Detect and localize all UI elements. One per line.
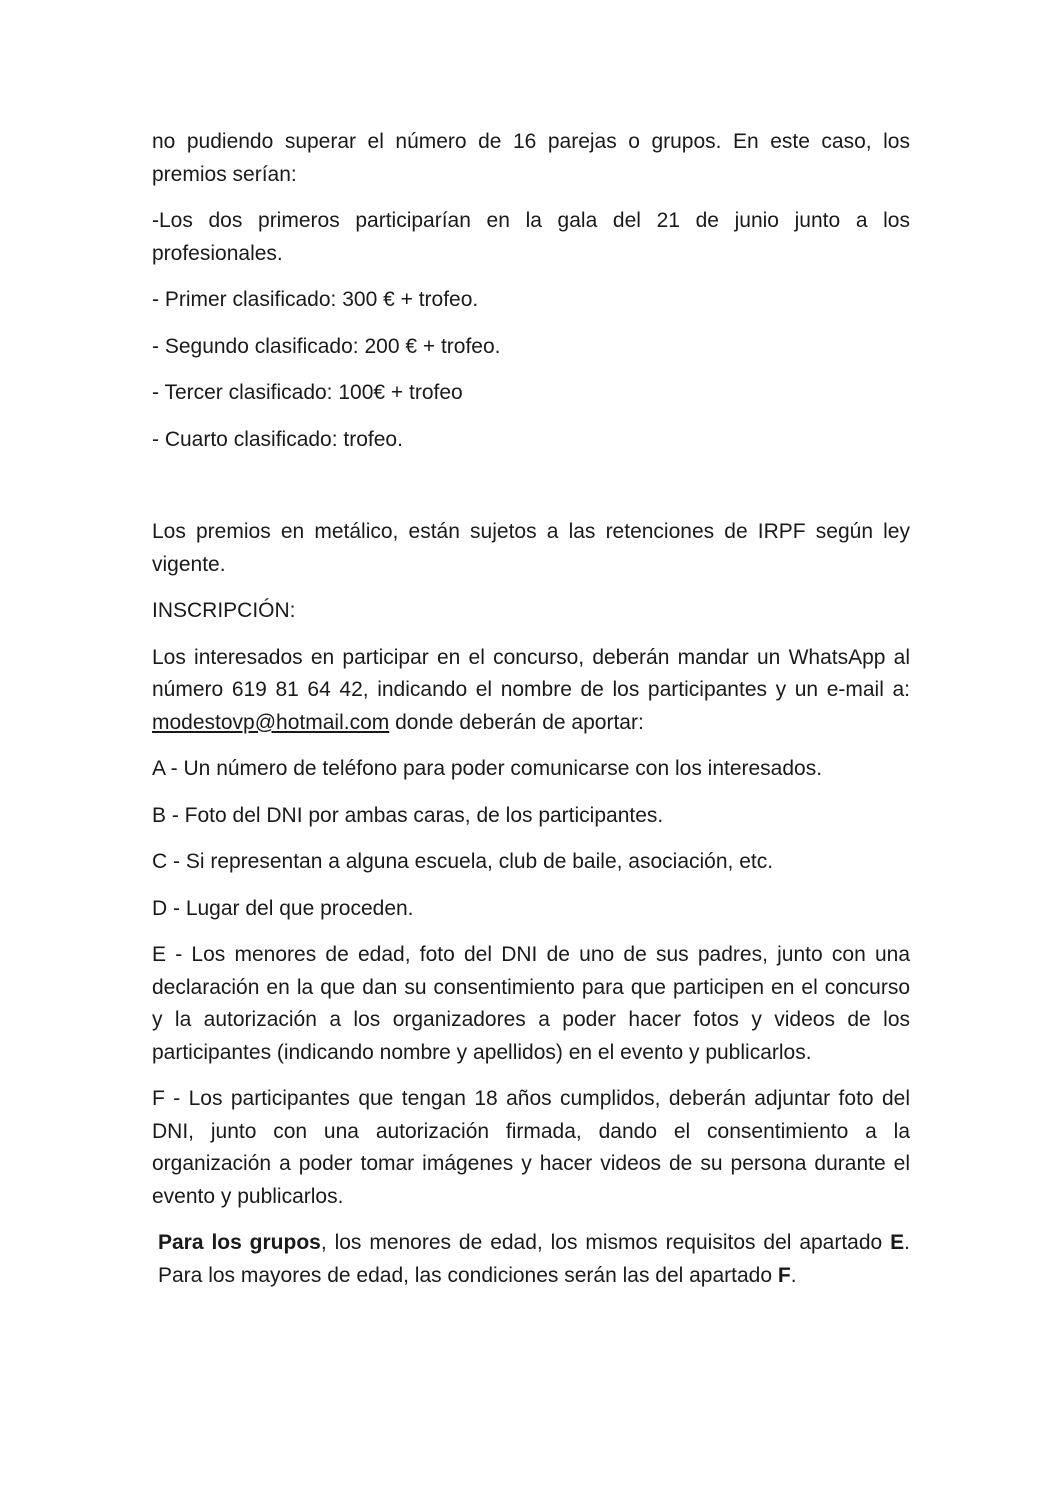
groups-bold-label: Para los grupos: [158, 1231, 321, 1254]
groups-ref-e: E: [890, 1231, 905, 1254]
item-f: F - Los participantes que tengan 18 años cumplidos, deberán adjuntar foto del DNI, junto con una autorización firmada, dando el consentimiento a la organización a poder tomar imágenes y hacer videos de su persona durante el evento y publicarlos.: [152, 1087, 910, 1208]
groups-text-1: , los menores de edad, los mismos requisitos del apartado: [320, 1231, 891, 1254]
prize-first: - Primer clasificado: 300 € + trofeo.: [152, 288, 479, 311]
inscription-heading: INSCRIPCIÓN:: [152, 599, 296, 622]
groups-ref-f: F: [777, 1263, 791, 1287]
prize-fourth: - Cuarto clasificado: trofeo.: [152, 427, 403, 451]
prize-third: - Tercer clasificado: 100€ + trofeo: [152, 381, 463, 404]
item-a: A - Un número de teléfono para poder comunicarse con los interesados.: [152, 757, 823, 780]
email-link[interactable]: modestovp@hotmail.com: [152, 710, 390, 734]
item-c: C - Si representan a alguna escuela, club de baile, asociación, etc.: [152, 850, 774, 873]
irpf-paragraph: Los premios en metálico, están sujetos a las retenciones de IRPF según ley vigente.: [152, 520, 910, 576]
whatsapp-paragraph: [152, 642, 910, 740]
prize-second: - Segundo clasificado: 200 € + trofeo.: [152, 334, 501, 358]
document-body: [152, 126, 910, 1292]
item-d: D - Lugar del que proceden.: [152, 896, 414, 920]
whatsapp-text: Los interesados en participar en el concurso, deberán mandar un WhatsApp al número 619 81 64 42, indicando el nombre de los participantes y un e-mail a:: [152, 645, 910, 701]
groups-end: .: [790, 1263, 797, 1287]
groups-text-2: . Para los mayores de edad, las condiciones serán las del apartado: [158, 1231, 910, 1287]
intro-paragraph: no pudiendo superar el número de 16 parejas o grupos. En este caso, los premios serían:: [152, 130, 910, 186]
item-e: E - Los menores de edad, foto del DNI de uno de sus padres, junto con una declaración en la que dan su consentimiento para que participen en el concurso y la autorización a los organizadores a poder hacer fotos y videos de los participantes (indicando nombre y apellidos) en el evento y publicarlos.: [152, 943, 910, 1064]
whatsapp-text-end: donde deberán de aportar:: [389, 710, 644, 734]
gala-paragraph: -Los dos primeros participarían en la gala del 21 de junio junto a los profesionales.: [152, 209, 910, 265]
item-b: B - Foto del DNI por ambas caras, de los participantes.: [152, 803, 664, 827]
groups-paragraph: [152, 1227, 910, 1292]
